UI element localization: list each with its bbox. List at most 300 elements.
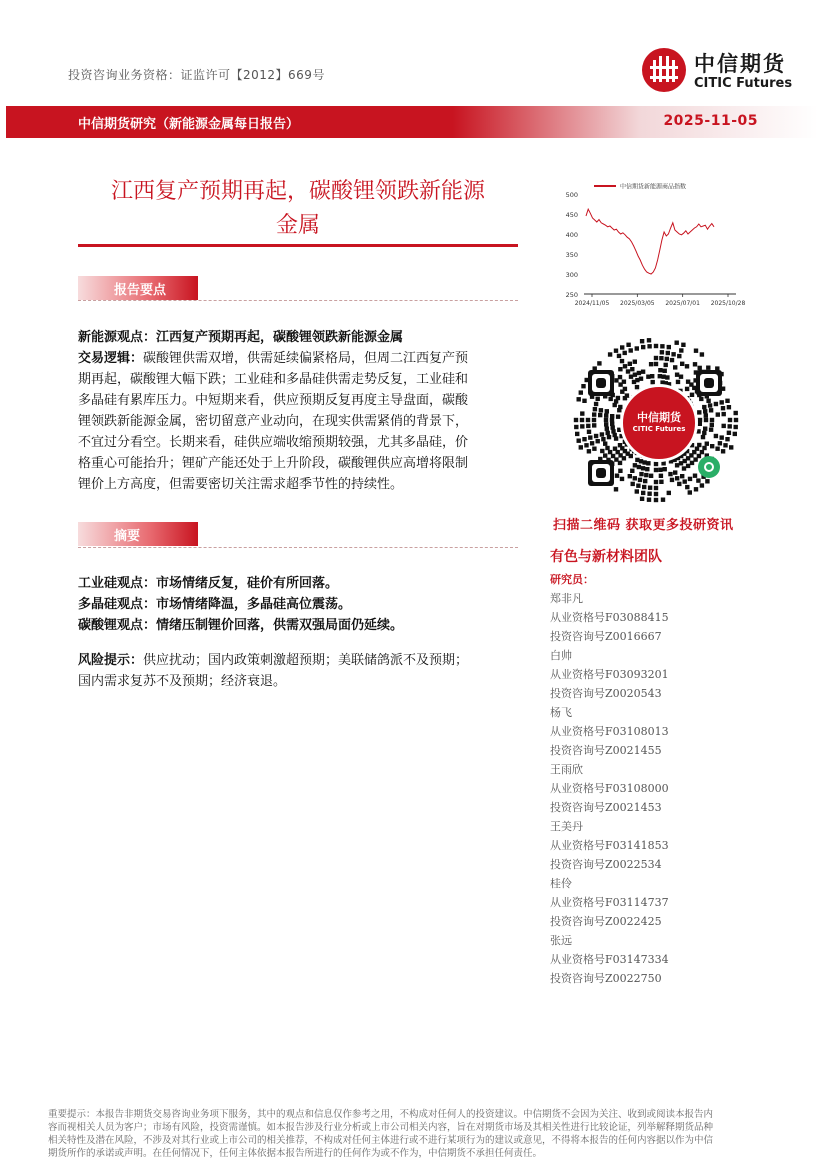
qr-module bbox=[580, 418, 584, 422]
qr-module bbox=[722, 424, 726, 428]
member-qualification: 从业资格号F03147334 bbox=[550, 953, 669, 966]
member-consult-id: 投资咨询号Z0022534 bbox=[550, 858, 662, 871]
qr-module bbox=[648, 486, 652, 490]
qr-module bbox=[616, 396, 620, 400]
qr-module bbox=[618, 443, 622, 447]
summary-item-polysilicon: 多晶硅观点：市场情绪降温，多晶硅高位震荡。 bbox=[78, 597, 352, 612]
qr-module bbox=[680, 362, 684, 366]
researcher-label: 研究员： bbox=[550, 573, 594, 586]
qr-module bbox=[734, 411, 738, 415]
qr-module bbox=[734, 425, 738, 429]
qr-module bbox=[614, 349, 618, 353]
logic-line-4: 不宜过分看空。长期来看，硅供应端收缩预期较强，尤其多晶硅，价 bbox=[78, 435, 469, 450]
qr-module bbox=[722, 412, 726, 416]
qr-module bbox=[704, 413, 708, 417]
risk-line-1: 国内需求复苏不及预期；经济衰退。 bbox=[78, 674, 287, 689]
qr-module bbox=[658, 468, 662, 472]
qr-module bbox=[582, 437, 586, 441]
qr-module bbox=[637, 465, 641, 469]
y-tick-label: 250 bbox=[565, 291, 578, 299]
qr-module bbox=[638, 478, 642, 482]
qr-module bbox=[596, 397, 600, 401]
qr-module bbox=[644, 473, 648, 477]
qr-module bbox=[660, 350, 664, 354]
qr-module bbox=[584, 443, 588, 447]
qr-module bbox=[639, 472, 643, 476]
qr-module bbox=[633, 476, 637, 480]
qr-module bbox=[705, 442, 709, 446]
y-tick-label: 350 bbox=[565, 251, 578, 259]
disclaimer-line: 重要提示：本报告非期货交易咨询业务项下服务，其中的观点和信息仅作参考之用，不构成对任何人的投资建议。中信期货不会因为关注、收到或阅读本报告内 bbox=[48, 1109, 714, 1120]
member-name: 王雨欣 bbox=[550, 763, 583, 776]
qr-module bbox=[641, 491, 645, 495]
qr-module bbox=[701, 435, 705, 439]
logic-label: 交易逻辑： bbox=[78, 351, 144, 366]
qr-module bbox=[636, 484, 640, 488]
qr-module bbox=[705, 479, 709, 483]
report-date: 2025-11-05 bbox=[663, 113, 758, 129]
summary-tag bbox=[78, 522, 198, 546]
qr-module bbox=[587, 449, 591, 453]
logo-cn-text: 中信期货 bbox=[694, 52, 786, 76]
qr-module bbox=[577, 439, 581, 443]
qr-module bbox=[725, 437, 729, 441]
qr-module bbox=[720, 435, 724, 439]
qr-module bbox=[710, 418, 714, 422]
member-qualification: 从业资格号F03108013 bbox=[550, 725, 669, 738]
qr-module bbox=[618, 375, 622, 379]
qr-module bbox=[671, 352, 675, 356]
report-title bbox=[80, 175, 516, 243]
qr-module bbox=[618, 367, 622, 371]
qr-module bbox=[675, 341, 679, 345]
qr-module bbox=[574, 418, 578, 422]
qr-module bbox=[686, 464, 690, 468]
legend-label: 中信期货新能源商品指数 bbox=[620, 183, 687, 191]
qr-module bbox=[680, 474, 684, 478]
qr-module bbox=[592, 412, 596, 416]
qr-module bbox=[654, 462, 658, 466]
logic-line-3: 锂领跌新能源金属，密切留意产业动向，在现实供需紧俏的背景下， bbox=[78, 414, 469, 429]
qr-module bbox=[605, 446, 609, 450]
qr-module bbox=[675, 476, 679, 480]
qr-module bbox=[675, 373, 679, 377]
qr-module bbox=[592, 418, 596, 422]
qr-module bbox=[664, 363, 668, 367]
qr-module bbox=[682, 466, 686, 470]
qr-module bbox=[700, 483, 704, 487]
qr-module bbox=[666, 351, 670, 355]
qr-module bbox=[617, 354, 621, 358]
qr-module bbox=[629, 375, 633, 379]
logic-line-5: 格重心可能抬升；锂矿产能还处于上升阶段，碳酸锂供应高增将限制 bbox=[78, 456, 469, 471]
qr-module bbox=[681, 343, 685, 347]
title-divider bbox=[78, 244, 518, 247]
qr-module bbox=[688, 490, 692, 494]
logic-line-6: 锂价上方高度，但需要密切关注需求超季节性的持续性。 bbox=[78, 477, 404, 492]
qr-module bbox=[582, 399, 586, 403]
qr-module bbox=[620, 477, 624, 481]
qr-module bbox=[594, 434, 598, 438]
qr-module bbox=[640, 497, 644, 501]
qr-module bbox=[676, 380, 680, 384]
qr-module bbox=[659, 474, 663, 478]
qr-module bbox=[586, 424, 590, 428]
qr-module bbox=[642, 485, 646, 489]
member-name: 张远 bbox=[550, 934, 572, 947]
qr-module bbox=[714, 434, 718, 438]
qr-module bbox=[650, 374, 654, 378]
index-chart-svg bbox=[560, 178, 760, 312]
qr-module bbox=[654, 468, 658, 472]
citic-logo-icon bbox=[640, 46, 688, 94]
title-line-1: 江西复产预期再起，碳酸锂领跌新能源 bbox=[110, 179, 485, 204]
qr-module bbox=[668, 472, 672, 476]
qr-module bbox=[637, 371, 641, 375]
qr-module bbox=[592, 447, 596, 451]
qr-module bbox=[659, 480, 663, 484]
y-tick-label: 500 bbox=[565, 191, 578, 199]
qr-module bbox=[654, 356, 658, 360]
qr-module bbox=[575, 432, 579, 436]
qr-module bbox=[605, 427, 609, 431]
qr-module bbox=[654, 362, 658, 366]
qr-module bbox=[630, 469, 634, 473]
qr-module bbox=[579, 390, 583, 394]
qr-module bbox=[728, 424, 732, 428]
qr-module bbox=[604, 413, 608, 417]
qr-module bbox=[734, 418, 738, 422]
member-name: 郑非凡 bbox=[550, 592, 583, 605]
qr-module bbox=[698, 422, 702, 426]
qr-module bbox=[608, 450, 612, 454]
team-title: 有色与新材料团队 bbox=[550, 549, 662, 565]
qr-module bbox=[574, 425, 578, 429]
qr-module bbox=[654, 480, 658, 484]
qr-module bbox=[659, 356, 663, 360]
qr-module bbox=[626, 343, 630, 347]
key-points-body bbox=[78, 327, 518, 495]
qr-module bbox=[635, 458, 639, 462]
logo-en-text: CITIC Futures bbox=[694, 76, 793, 91]
qr-module bbox=[610, 414, 614, 418]
qr-module bbox=[667, 491, 671, 495]
qr-module bbox=[729, 445, 733, 449]
key-points-tag bbox=[78, 276, 198, 300]
qr-module bbox=[592, 423, 596, 427]
member-consult-id: 投资咨询号Z0021455 bbox=[550, 744, 662, 757]
qr-module bbox=[700, 352, 704, 356]
qr-module bbox=[703, 427, 707, 431]
qr-module bbox=[603, 442, 607, 446]
y-tick-label: 400 bbox=[565, 231, 578, 239]
qr-module bbox=[588, 435, 592, 439]
qr-module bbox=[647, 338, 651, 342]
qr-module bbox=[733, 432, 737, 436]
qr-center-en: CITIC Futures bbox=[632, 425, 686, 433]
qr-module bbox=[720, 400, 724, 404]
qr-module bbox=[620, 359, 624, 363]
qr-center-logo bbox=[620, 384, 698, 462]
qr-module bbox=[599, 408, 603, 412]
qr-module bbox=[679, 375, 683, 379]
disclaimer-line: 相关特性及潜在风险，不涉及对其行业或上市公司的相关推荐，不构成对任何主体进行或不进行某项行为的建议或意见，不得将本报告的任何内容据以作为中信 bbox=[48, 1135, 714, 1146]
qr-module bbox=[596, 439, 600, 443]
qr-module bbox=[709, 428, 713, 432]
y-tick-label: 300 bbox=[565, 271, 578, 279]
qr-module bbox=[580, 424, 584, 428]
qr-module bbox=[727, 405, 731, 409]
qr-module bbox=[714, 402, 718, 406]
qr-module bbox=[708, 403, 712, 407]
license-text: 投资咨询业务资格：证监许可【2012】669号 bbox=[68, 68, 325, 82]
risk-line-0: 风险提示：供应扰动；国内政策刺激超预期；美联储鸽派不及预期； bbox=[78, 653, 469, 668]
qr-module bbox=[710, 423, 714, 427]
qr-module bbox=[679, 348, 683, 352]
qr-module bbox=[675, 463, 679, 467]
qr-module bbox=[703, 409, 707, 413]
qr-finder bbox=[596, 468, 606, 478]
qr-module bbox=[702, 431, 706, 435]
member-qualification: 从业资格号F03108000 bbox=[550, 782, 669, 795]
qr-module bbox=[646, 375, 650, 379]
qr-module bbox=[609, 397, 613, 401]
qr-module bbox=[721, 406, 725, 410]
qr-module bbox=[690, 393, 694, 397]
qr-module bbox=[646, 461, 650, 465]
risk-label: 风险提示： bbox=[78, 653, 144, 668]
view-text: 江西复产预期再起，碳酸锂领跌新能源金属 bbox=[156, 330, 404, 345]
qr-module bbox=[658, 374, 662, 378]
team-list bbox=[550, 570, 669, 988]
member-qualification: 从业资格号F03093201 bbox=[550, 668, 669, 681]
qr-module bbox=[605, 409, 609, 413]
disclaimer-line: 容而视相关人员为客户；市场有风险，投资需谨慎。如本报告涉及行业分析或上市公司相关内容，旨在对期货市场及其相关性进行比较论证，列举解释期货品种 bbox=[48, 1122, 714, 1133]
summary-tag-label: 摘要 bbox=[114, 529, 141, 544]
member-name: 桂伶 bbox=[550, 877, 572, 890]
citic-logo bbox=[640, 46, 805, 96]
x-tick-label: 2025/07/01 bbox=[665, 300, 700, 307]
summary-item-silicon: 工业硅观点：市场情绪反复，硅价有所回落。 bbox=[78, 576, 339, 591]
qr-module bbox=[699, 397, 703, 401]
qr-module bbox=[654, 486, 658, 490]
qr-module bbox=[604, 422, 608, 426]
member-consult-id: 投资咨询号Z0022425 bbox=[550, 915, 662, 928]
qr-module bbox=[698, 366, 702, 370]
qr-module bbox=[663, 369, 667, 373]
qr-module bbox=[641, 370, 645, 374]
qr-module bbox=[716, 412, 720, 416]
qr-module bbox=[586, 418, 590, 422]
qr-module bbox=[587, 430, 591, 434]
qr-module bbox=[641, 345, 645, 349]
qr-module bbox=[597, 361, 601, 365]
qr-module bbox=[673, 470, 677, 474]
qr-module bbox=[660, 344, 664, 348]
qr-module bbox=[610, 418, 614, 422]
qr-module bbox=[643, 479, 647, 483]
series-line bbox=[586, 209, 714, 274]
qr-finder bbox=[704, 378, 714, 388]
qr-module bbox=[706, 366, 710, 370]
qr-module bbox=[670, 358, 674, 362]
qr-module bbox=[631, 482, 635, 486]
qr-module bbox=[601, 437, 605, 441]
qr-module bbox=[633, 373, 637, 377]
qr-module bbox=[693, 474, 697, 478]
qr-module bbox=[649, 362, 653, 366]
qr-module bbox=[577, 397, 581, 401]
x-tick-label: 2025/03/05 bbox=[620, 300, 655, 307]
qr-module bbox=[654, 498, 658, 502]
qr-code[interactable] bbox=[566, 330, 746, 510]
qr-module bbox=[580, 411, 584, 415]
qr-module bbox=[626, 369, 630, 373]
key-points-tag-label: 报告要点 bbox=[114, 283, 167, 298]
qr-module bbox=[715, 447, 719, 451]
y-tick-label: 450 bbox=[565, 211, 578, 219]
qr-module bbox=[688, 477, 692, 481]
qr-module bbox=[633, 463, 637, 467]
qr-module bbox=[606, 431, 610, 435]
qr-module bbox=[594, 402, 598, 406]
qr-module bbox=[618, 469, 622, 473]
qr-module bbox=[663, 467, 667, 471]
qr-module bbox=[590, 441, 594, 445]
key-points-divider bbox=[78, 300, 518, 301]
qr-module bbox=[598, 413, 602, 417]
qr-caption: 扫描二维码 获取更多投研资讯 bbox=[553, 518, 734, 533]
qr-module bbox=[581, 384, 585, 388]
qr-module bbox=[620, 345, 624, 349]
mini-program-icon bbox=[698, 456, 720, 478]
qr-module bbox=[696, 478, 700, 482]
qr-module bbox=[607, 435, 611, 439]
qr-module bbox=[710, 444, 714, 448]
disclaimer bbox=[48, 1108, 778, 1160]
logic-line-1: 期再起，碳酸锂大幅下跌；工业硅和多晶硅供需走势反复，工业硅和 bbox=[78, 372, 469, 387]
qr-module bbox=[647, 498, 651, 502]
qr-module bbox=[629, 348, 633, 352]
qr-module bbox=[721, 449, 725, 453]
title-line-2: 金属 bbox=[275, 213, 320, 238]
member-consult-id: 投资咨询号Z0020543 bbox=[550, 687, 662, 700]
qr-module bbox=[604, 418, 608, 422]
summary-divider bbox=[78, 547, 518, 548]
member-name: 杨飞 bbox=[550, 706, 572, 719]
qr-module bbox=[679, 461, 683, 465]
member-name: 白帅 bbox=[550, 649, 572, 662]
qr-module bbox=[718, 441, 722, 445]
qr-module bbox=[728, 418, 732, 422]
qr-module bbox=[661, 498, 665, 502]
qr-module bbox=[665, 375, 669, 379]
qr-module bbox=[697, 410, 701, 414]
qr-module bbox=[647, 344, 651, 348]
qr-module bbox=[725, 399, 729, 403]
qr-module bbox=[727, 431, 731, 435]
qr-module bbox=[628, 362, 632, 366]
banner-title: 中信期货研究（新能源金属每日报告） bbox=[78, 117, 300, 132]
index-chart bbox=[560, 178, 760, 312]
qr-finder bbox=[596, 378, 606, 388]
qr-module bbox=[628, 474, 632, 478]
qr-module bbox=[702, 405, 706, 409]
qr-module bbox=[723, 443, 727, 447]
qr-module bbox=[611, 425, 615, 429]
qr-module bbox=[639, 377, 643, 381]
qr-module bbox=[661, 375, 665, 379]
qr-module bbox=[700, 450, 704, 454]
qr-module bbox=[593, 407, 597, 411]
qr-module bbox=[685, 485, 689, 489]
qr-module bbox=[640, 339, 644, 343]
view-label: 新能源观点： bbox=[78, 330, 157, 345]
qr-module bbox=[611, 429, 615, 433]
qr-module bbox=[630, 367, 634, 371]
header-banner bbox=[6, 106, 818, 138]
qr-module bbox=[623, 351, 627, 355]
qr-module bbox=[613, 447, 617, 451]
qr-module bbox=[635, 346, 639, 350]
qr-module bbox=[702, 446, 706, 450]
qr-module bbox=[623, 364, 627, 368]
qr-module bbox=[677, 354, 681, 358]
member-name: 王美丹 bbox=[550, 820, 583, 833]
qr-module bbox=[706, 399, 710, 403]
summary-body bbox=[78, 573, 518, 692]
qr-module bbox=[615, 474, 619, 478]
qr-module bbox=[647, 492, 651, 496]
qr-module bbox=[704, 418, 708, 422]
qr-module bbox=[633, 360, 637, 364]
qr-module bbox=[670, 478, 674, 482]
qr-module bbox=[673, 365, 677, 369]
qr-module bbox=[685, 387, 689, 391]
qr-module bbox=[610, 422, 614, 426]
qr-module bbox=[698, 418, 702, 422]
qr-module bbox=[608, 352, 612, 356]
member-consult-id: 投资咨询号Z0021453 bbox=[550, 801, 662, 814]
qr-module bbox=[683, 479, 687, 483]
view-line bbox=[78, 327, 518, 348]
qr-center-cn: 中信期货 bbox=[637, 411, 681, 424]
qr-module bbox=[635, 489, 639, 493]
disclaimer-line: 期货所作的承诺或声明。在任何情况下，任何主体依据本报告所进行的任何作为或不作为，中信期货不承担任何责任。 bbox=[48, 1148, 543, 1159]
qr-module bbox=[694, 349, 698, 353]
qr-module bbox=[614, 487, 618, 491]
qr-module bbox=[611, 454, 615, 458]
member-consult-id: 投资咨询号Z0016667 bbox=[550, 630, 662, 643]
qr-module bbox=[690, 461, 694, 465]
logic-line-2: 多晶硅有累库压力。中短期来看，供应预期反复再度主导盘面，碳酸 bbox=[78, 393, 469, 408]
qr-module bbox=[645, 467, 649, 471]
x-tick-label: 2025/10/28 bbox=[710, 300, 746, 307]
member-qualification: 从业资格号F03088415 bbox=[550, 611, 669, 624]
logic-line-0: 交易逻辑：碳酸锂供需双增，供需延续偏紧格局，但周二江西复产预 bbox=[78, 351, 469, 366]
qr-module bbox=[654, 492, 658, 496]
qr-module bbox=[677, 482, 681, 486]
qr-module bbox=[641, 466, 645, 470]
summary-item-lithium: 碳酸锂观点：情绪压制锂价回落，供需双强局面仍延续。 bbox=[78, 618, 404, 633]
qr-module bbox=[603, 453, 607, 457]
qr-module bbox=[709, 408, 713, 412]
qr-module bbox=[685, 364, 689, 368]
member-consult-id: 投资咨询号Z0022750 bbox=[550, 972, 662, 985]
qr-module bbox=[667, 345, 671, 349]
qr-module bbox=[623, 387, 627, 391]
member-qualification: 从业资格号F03114737 bbox=[550, 896, 669, 909]
